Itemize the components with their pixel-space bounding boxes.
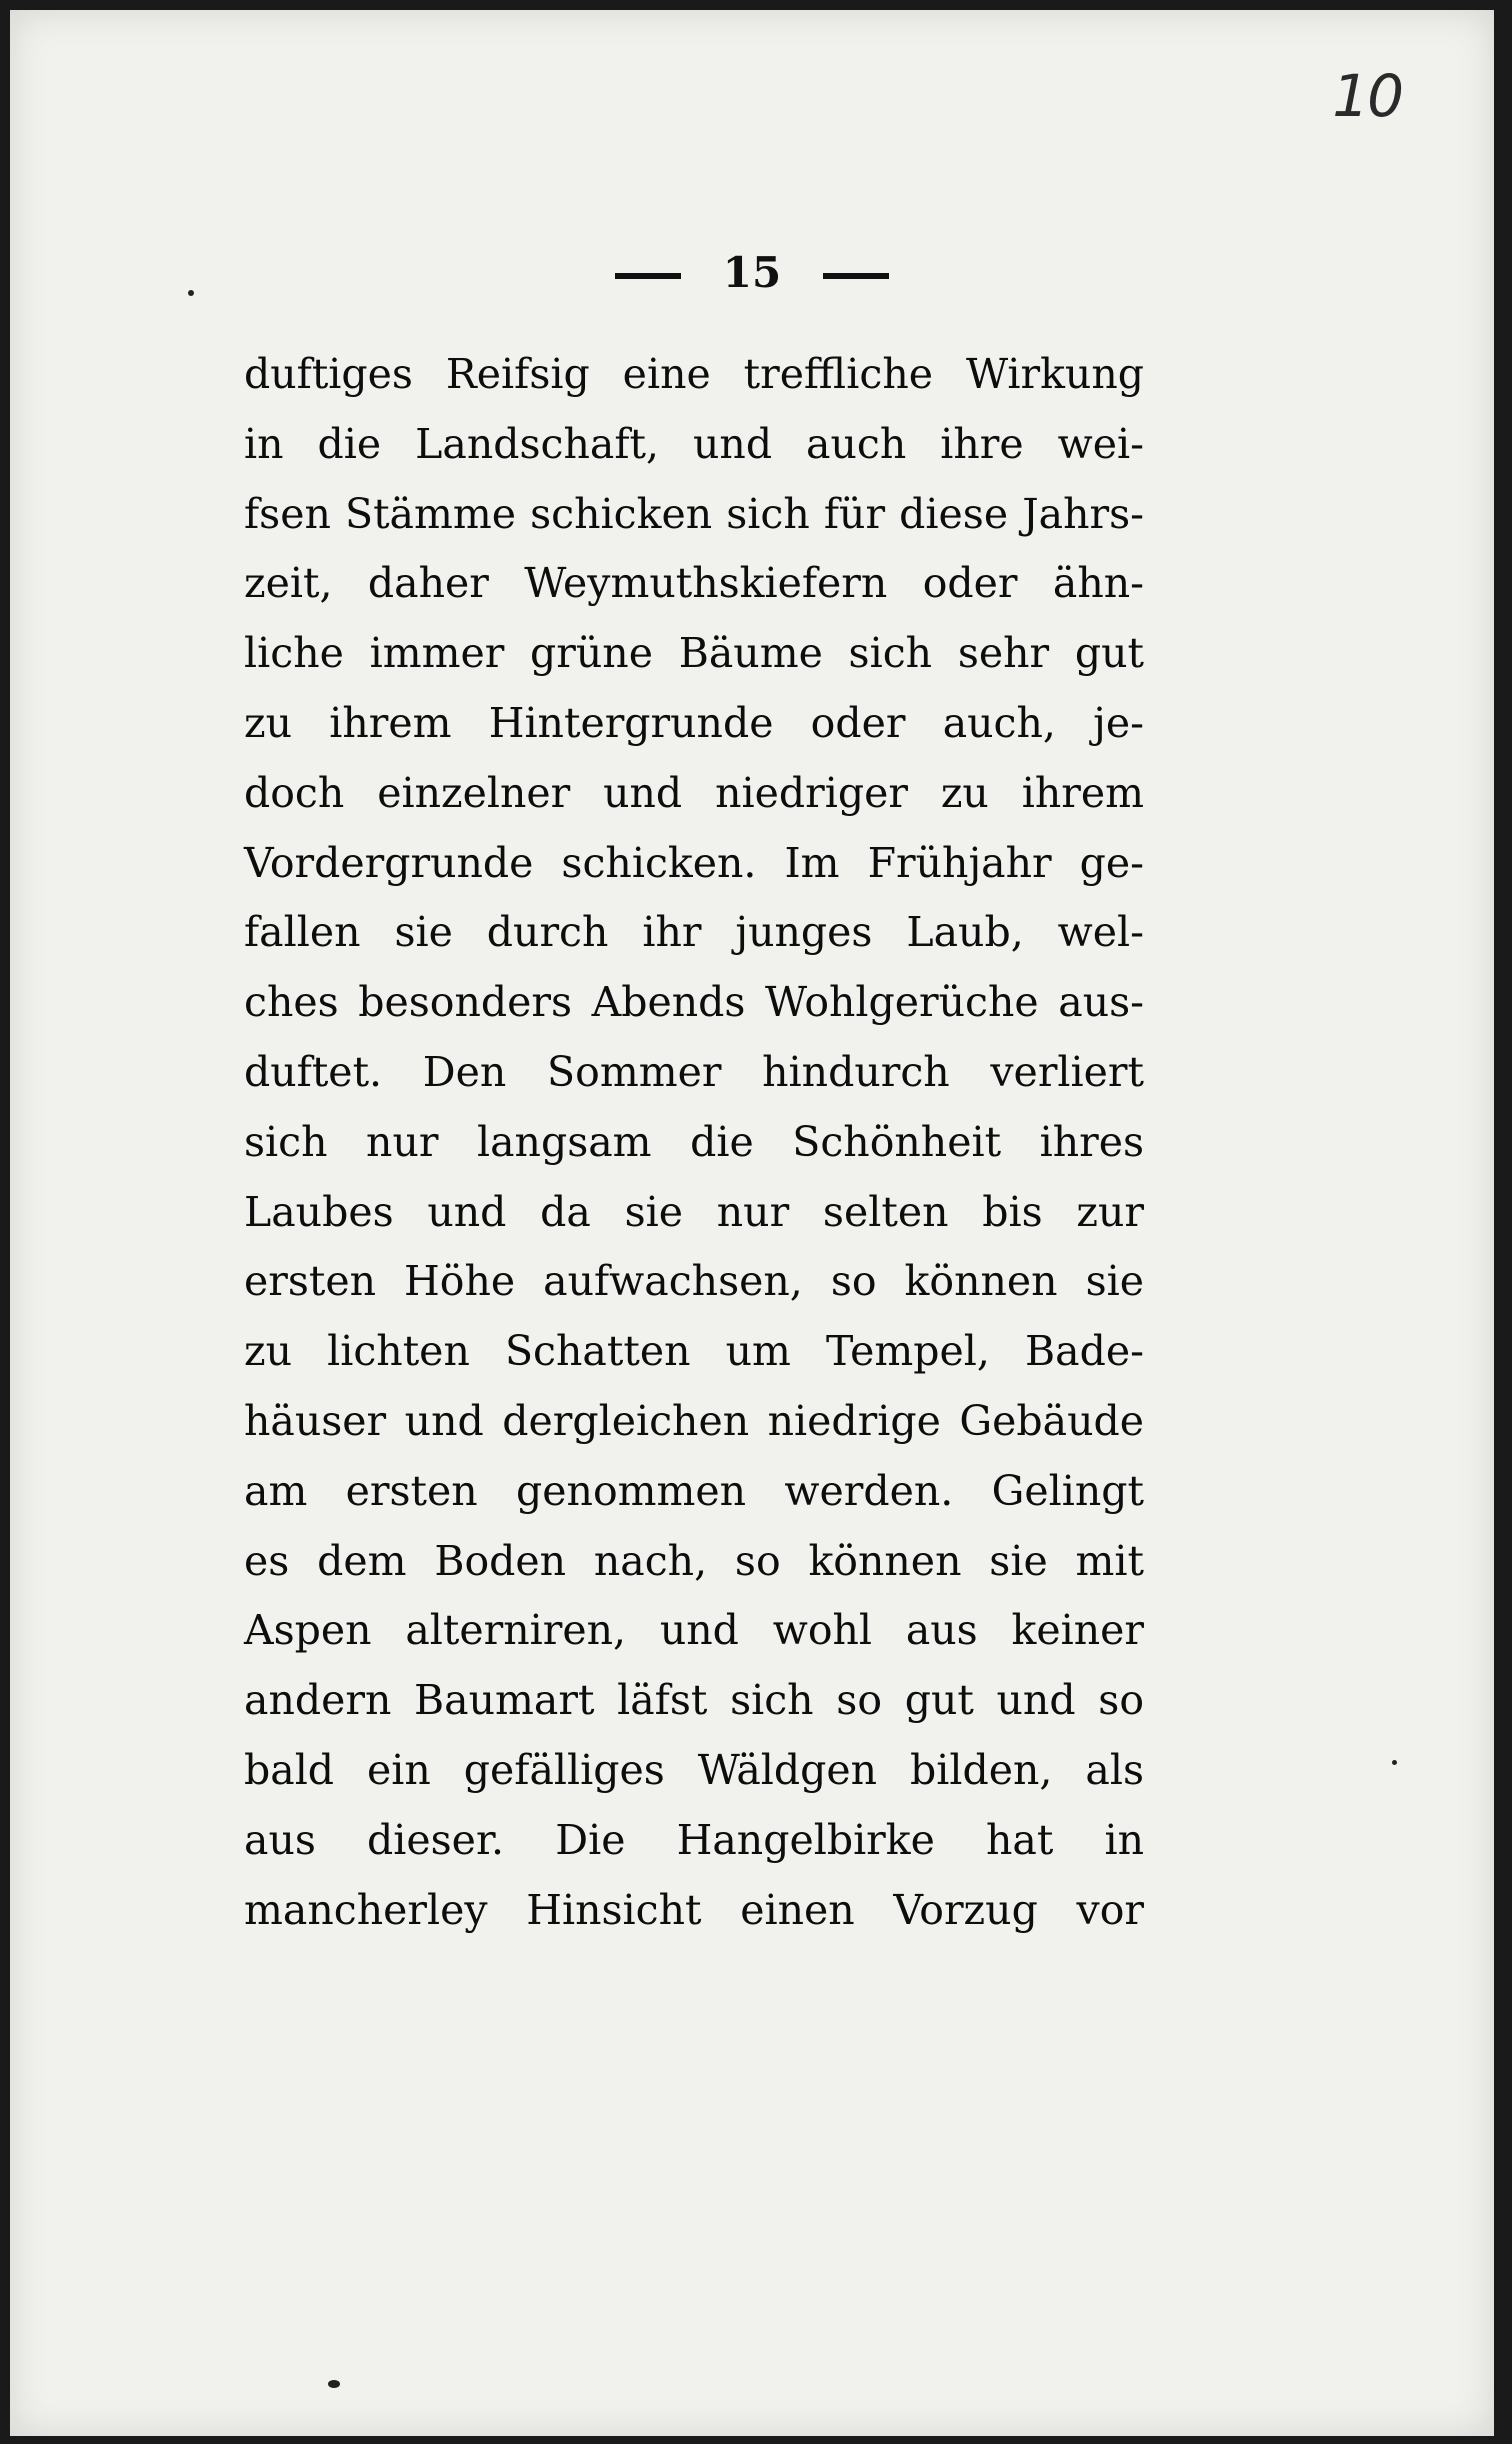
text-line: Aspen alterniren, und wohl aus keiner bbox=[244, 1606, 1144, 1655]
text-line: am ersten genommen werden. Gelingt bbox=[244, 1466, 1144, 1515]
text-line: sich nur langsam die Schönheit ihres bbox=[244, 1117, 1144, 1166]
archive-number: 10 bbox=[1332, 62, 1402, 130]
text-line: Laubes und da sie nur selten bis zur bbox=[244, 1187, 1144, 1236]
dash-left bbox=[615, 273, 681, 279]
text-line: ersten Höhe aufwachsen, so können sie bbox=[244, 1257, 1144, 1306]
page-number: 15 bbox=[722, 248, 782, 297]
book-page bbox=[10, 10, 1494, 2436]
text-line: häuser und dergleichen niedrige Gebäude bbox=[244, 1396, 1144, 1445]
text-line: zeit, daher Weymuthskiefern oder ähn- bbox=[244, 559, 1144, 608]
text-line: es dem Boden nach, so können sie mit bbox=[244, 1536, 1144, 1585]
ink-speck bbox=[1392, 1760, 1397, 1765]
text-line: duftet. Den Sommer hindurch verliert bbox=[244, 1047, 1144, 1096]
ink-speck bbox=[188, 290, 194, 296]
text-line: bald ein gefälliges Wäldgen bilden, als bbox=[244, 1745, 1144, 1794]
text-line: aus dieser. Die Hangelbirke hat in bbox=[244, 1815, 1144, 1864]
text-line: in die Landschaft, und auch ihre wei- bbox=[244, 419, 1144, 468]
text-line: ches besonders Abends Wohlgerüche aus- bbox=[244, 978, 1144, 1027]
dash-right bbox=[823, 273, 889, 279]
text-line: Vordergrunde schicken. Im Frühjahr ge- bbox=[244, 838, 1144, 887]
text-line: fallen sie durch ihr junges Laub, wel- bbox=[244, 908, 1144, 957]
ink-speck bbox=[328, 2380, 340, 2388]
text-line: liche immer grüne Bäume sich sehr gut bbox=[244, 629, 1144, 678]
text-line: andern Baumart läfst sich so gut und so bbox=[244, 1676, 1144, 1725]
text-line: zu ihrem Hintergrunde oder auch, je- bbox=[244, 698, 1144, 747]
body-text bbox=[244, 340, 1144, 1945]
text-line: fsen Stämme schicken sich für diese Jahrs- bbox=[244, 489, 1144, 538]
running-head bbox=[10, 248, 1494, 297]
text-line: mancherley Hinsicht einen Vorzug vor bbox=[244, 1885, 1144, 1934]
text-line: zu lichten Schatten um Tempel, Bade- bbox=[244, 1327, 1144, 1376]
text-line: duftiges Reifsig eine treffliche Wirkung bbox=[244, 350, 1144, 398]
text-line: doch einzelner und niedriger zu ihrem bbox=[244, 768, 1144, 817]
